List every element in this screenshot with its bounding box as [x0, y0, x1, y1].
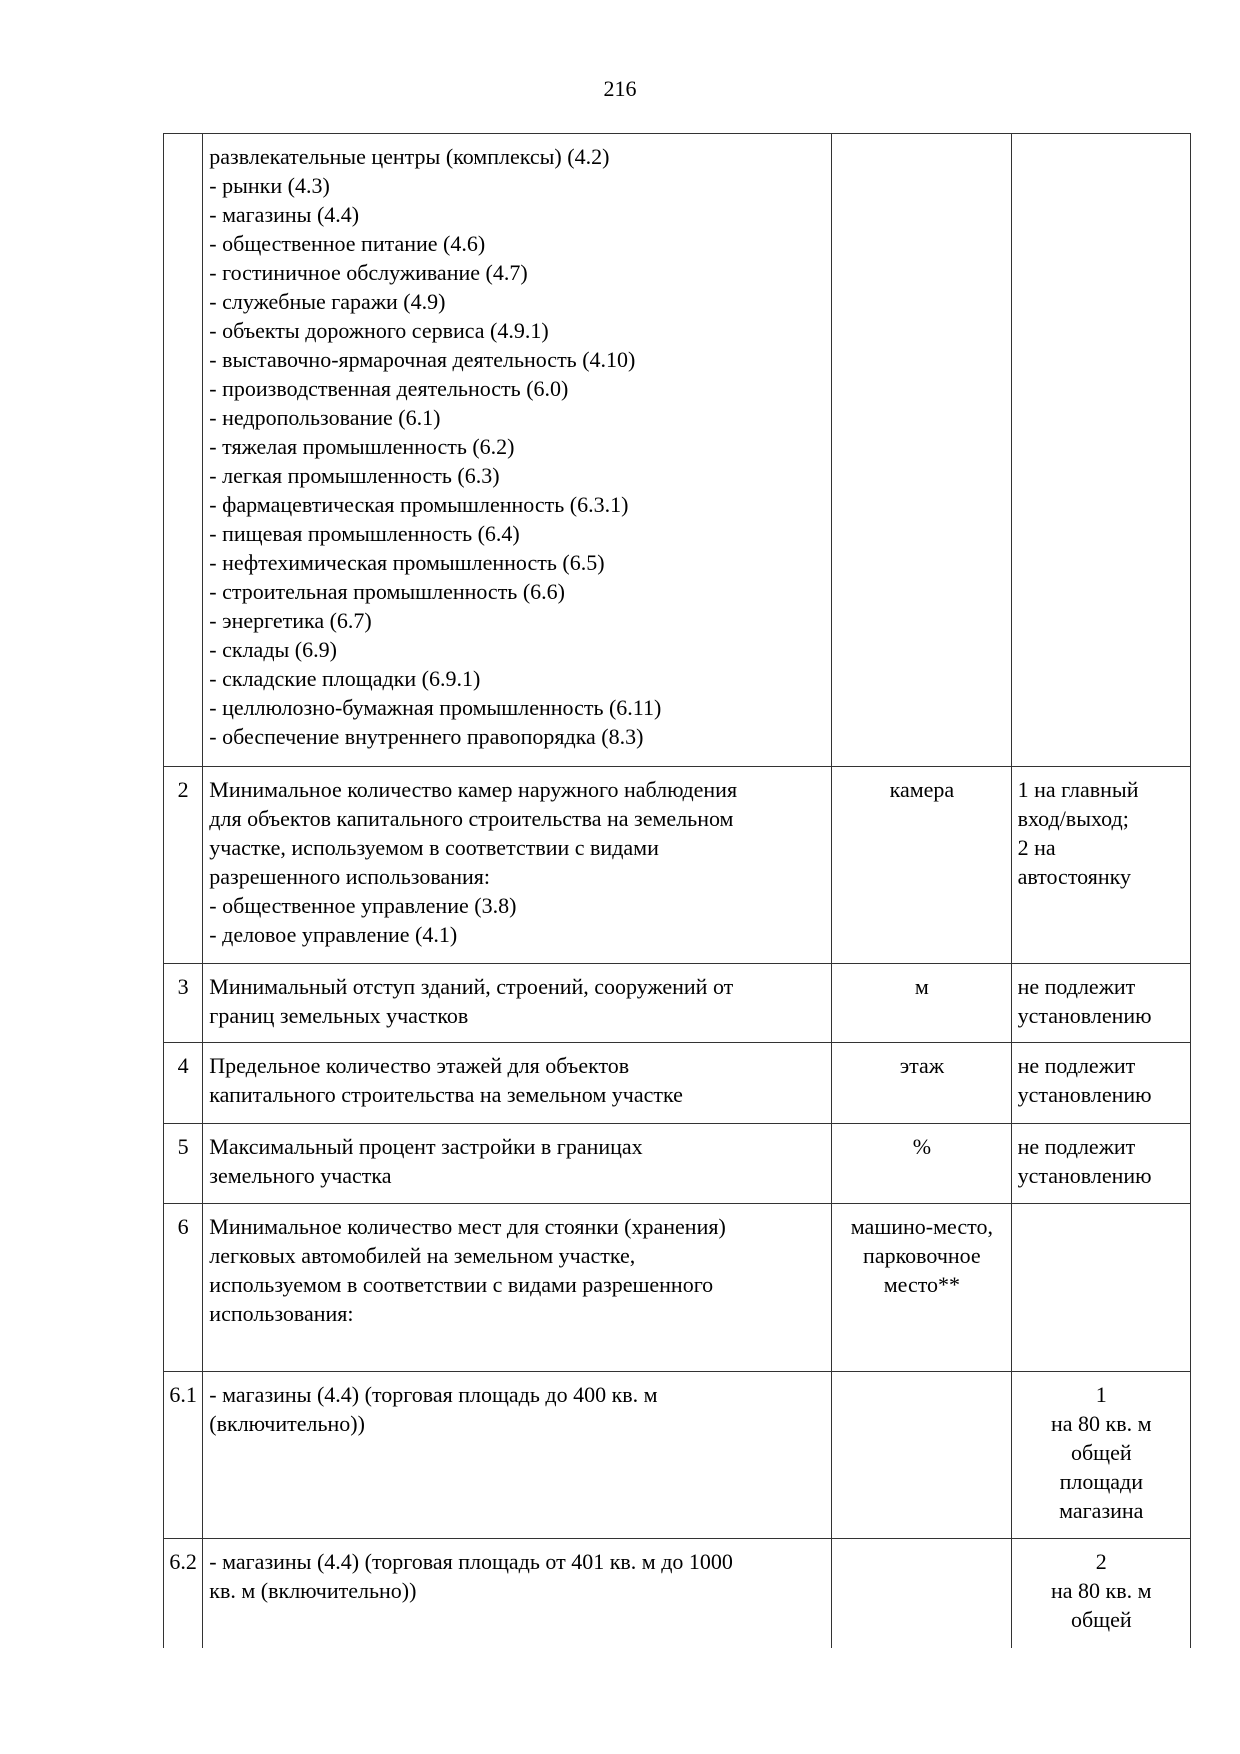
cell-line: на 80 кв. м: [1051, 1411, 1152, 1436]
cell-line: Минимальное количество камер наружного наблюдения: [209, 777, 738, 802]
cell-line: автостоянку: [1017, 864, 1131, 889]
table-row: [164, 964, 1191, 1043]
cell-line: - пищевая промышленность (6.4): [209, 521, 520, 546]
cell-line: используемом в соответствии с видами разрешенного: [209, 1272, 714, 1297]
value: [1011, 1539, 1190, 1648]
row-number: 3: [164, 964, 203, 1043]
table-row: [164, 1372, 1191, 1539]
cell-line: (включительно)): [209, 1411, 365, 1436]
cell-line: установлению: [1017, 1003, 1152, 1028]
cell-line: развлекательные центры (комплексы) (4.2): [209, 144, 610, 169]
value: [1011, 767, 1190, 964]
cell-line: - рынки (4.3): [209, 173, 330, 198]
cell-line: общей: [1070, 1440, 1132, 1465]
cell-line: 2: [1095, 1549, 1107, 1574]
page-number: 216: [603, 76, 637, 101]
cell-line: магазина: [1059, 1498, 1144, 1523]
cell-line: кв. м (включительно)): [209, 1578, 417, 1603]
cell-line: Минимальный отступ зданий, строений, сооружений от: [209, 974, 734, 999]
cell-line: машино-место,: [850, 1214, 993, 1239]
cell-line: - общественное управление (3.8): [209, 893, 517, 918]
cell-line: капитального строительства на земельном участке: [209, 1082, 683, 1107]
cell-line: - недропользование (6.1): [209, 405, 441, 430]
table-row: [164, 767, 1191, 964]
cell-line: 2 на: [1017, 835, 1056, 860]
cell-line: земельного участка: [209, 1163, 392, 1188]
row-number: [164, 134, 203, 767]
unit: [832, 1204, 1011, 1372]
cell-line: - нефтехимическая промышленность (6.5): [209, 550, 605, 575]
cell-line: - общественное питание (4.6): [209, 231, 486, 256]
cell-line: Минимальное количество мест для стоянки (хранения): [209, 1214, 726, 1239]
parameter-name: [203, 1204, 832, 1372]
parameter-name: [203, 964, 832, 1043]
cell-line: - деловое управление (4.1): [209, 922, 458, 947]
row-number: 6.2: [164, 1539, 203, 1648]
cell-line: на 80 кв. м: [1051, 1578, 1152, 1603]
parameter-name: [203, 1124, 832, 1204]
cell-line: - производственная деятельность (6.0): [209, 376, 569, 401]
value: [1011, 1124, 1190, 1204]
cell-line: 1: [1095, 1382, 1107, 1407]
cell-line: - легкая промышленность (6.3): [209, 463, 500, 488]
value: [1011, 1204, 1190, 1372]
cell-line: - гостиничное обслуживание (4.7): [209, 260, 528, 285]
unit: этаж: [832, 1043, 1011, 1124]
cell-line: - выставочно-ярмарочная деятельность (4.10): [209, 347, 636, 372]
cell-line: - тяжелая промышленность (6.2): [209, 434, 515, 459]
value: [1011, 964, 1190, 1043]
unit: м: [832, 964, 1011, 1043]
row-number: 4: [164, 1043, 203, 1124]
unit: камера: [832, 767, 1011, 964]
cell-line: границ земельных участков: [209, 1003, 469, 1028]
cell-line: место**: [883, 1272, 961, 1297]
cell-line: Максимальный процент застройки в границах: [209, 1134, 643, 1159]
unit: %: [832, 1124, 1011, 1204]
cell-line: разрешенного использования:: [209, 864, 490, 889]
cell-line: легковых автомобилей на земельном участке,: [209, 1243, 636, 1268]
cell-line: - обеспечение внутреннего правопорядка (8.3): [209, 724, 644, 749]
cell-line: не подлежит: [1017, 1053, 1136, 1078]
cell-line: - объекты дорожного сервиса (4.9.1): [209, 318, 549, 343]
table-row: [164, 1043, 1191, 1124]
parameter-name: [203, 1043, 832, 1124]
cell-line: - магазины (4.4) (торговая площадь от 401 кв. м до 1000: [209, 1549, 733, 1574]
row-number: 2: [164, 767, 203, 964]
unit: [832, 1539, 1011, 1648]
cell-line: - целлюлозно-бумажная промышленность (6.11): [209, 695, 662, 720]
value: [1011, 1043, 1190, 1124]
cell-line: участке, используемом в соответствии с видами: [209, 835, 659, 860]
cell-line: - складские площадки (6.9.1): [209, 666, 481, 691]
row-number: 6.1: [164, 1372, 203, 1539]
cell-line: установлению: [1017, 1163, 1152, 1188]
cell-line: - строительная промышленность (6.6): [209, 579, 565, 604]
parameter-name: [203, 767, 832, 964]
cell-line: установлению: [1017, 1082, 1152, 1107]
regulations-table: [163, 133, 1191, 1648]
table-row: [164, 134, 1191, 767]
table-row: [164, 1204, 1191, 1372]
cell-line: - служебные гаражи (4.9): [209, 289, 446, 314]
value: [1011, 1372, 1190, 1539]
cell-line: для объектов капитального строительства на земельном: [209, 806, 734, 831]
cell-line: - фармацевтическая промышленность (6.3.1): [209, 492, 629, 517]
cell-line: - магазины (4.4) (торговая площадь до 400 кв. м: [209, 1382, 658, 1407]
cell-line: 1 на главный: [1017, 777, 1139, 802]
row-number: 6: [164, 1204, 203, 1372]
cell-line: площади: [1059, 1469, 1143, 1494]
cell-line: Предельное количество этажей для объектов: [209, 1053, 630, 1078]
table-row: [164, 1124, 1191, 1204]
parameter-name: [203, 134, 832, 767]
row-number: 5: [164, 1124, 203, 1204]
cell-line: не подлежит: [1017, 1134, 1136, 1159]
table-row: [164, 1539, 1191, 1648]
cell-line: парковочное: [863, 1243, 981, 1268]
unit: [832, 1372, 1011, 1539]
cell-line: общей: [1070, 1607, 1132, 1632]
cell-line: не подлежит: [1017, 974, 1136, 999]
parameter-name: [203, 1539, 832, 1648]
cell-line: - магазины (4.4): [209, 202, 360, 227]
cell-line: - склады (6.9): [209, 637, 337, 662]
cell-line: вход/выход;: [1017, 806, 1129, 831]
cell-line: использования:: [209, 1301, 354, 1326]
parameter-name: [203, 1372, 832, 1539]
value: [1011, 134, 1190, 767]
unit: [832, 134, 1011, 767]
cell-line: - энергетика (6.7): [209, 608, 372, 633]
